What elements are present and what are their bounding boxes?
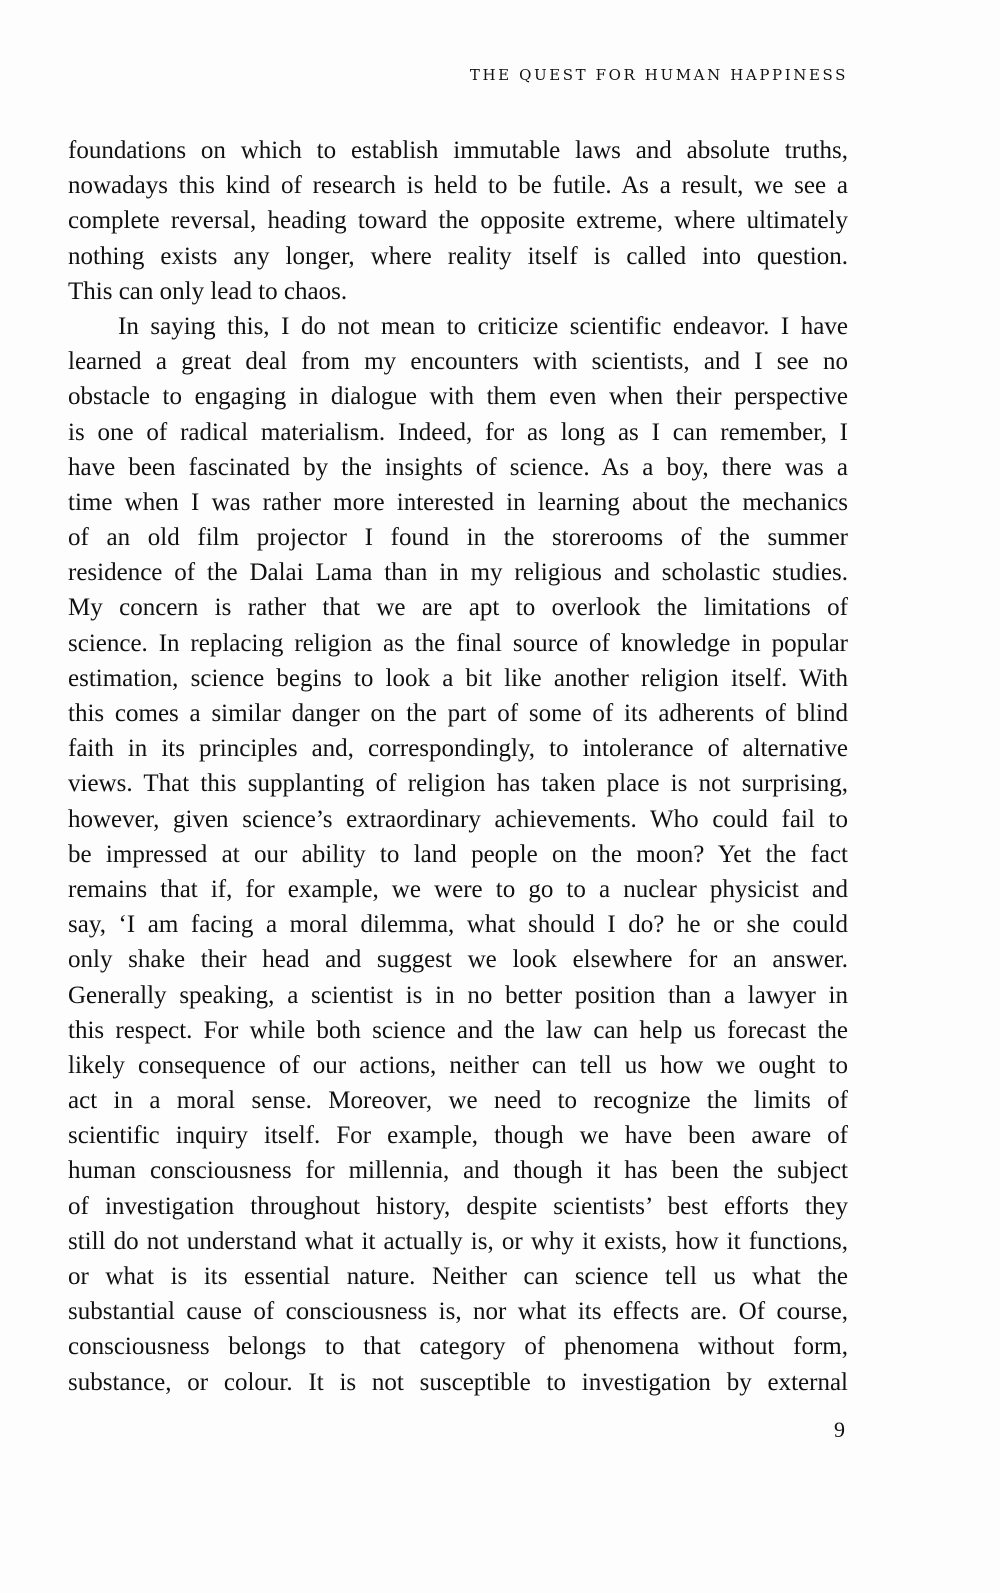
text-line: obstacle to engaging in dialogue with them even when their perspective [68, 383, 848, 411]
text-line: science. In replacing religion as the final source of knowledge in popular [68, 629, 848, 657]
body-text [68, 133, 848, 1400]
text-line: estimation, science begins to look a bit like another religion itself. With [68, 664, 848, 692]
text-line: scientific inquiry itself. For example, though we have been aware of [68, 1122, 848, 1150]
text-line: likely consequence of our actions, neither can tell us how we ought to [68, 1051, 848, 1079]
text-line: foundations on which to establish immutable laws and absolute truths, [68, 137, 848, 164]
text-line: be impressed at our ability to land people on the moon? Yet the fact [68, 840, 848, 868]
page-number: 9 [834, 1417, 845, 1442]
running-head: THE QUEST FOR HUMAN HAPPINESS [469, 66, 848, 84]
text-line: remains that if, for example, we were to go to a nuclear physicist and [68, 875, 848, 903]
text-line: human consciousness for millennia, and though it has been the subject [68, 1157, 848, 1185]
text-line: this comes a similar danger on the part of some of its adherents of blind [68, 700, 848, 727]
text-line: residence of the Dalai Lama than in my religious and scholastic studies. [68, 559, 848, 587]
text-line: time when I was rather more interested in learning about the mechanics [68, 488, 848, 516]
text-line: still do not understand what it actually is, or why it exists, how it functions, [68, 1227, 848, 1255]
text-line: In saying this, I do not mean to criticize scientific endeavor. I have [118, 312, 848, 340]
text-line: My concern is rather that we are apt to overlook the limitations of [68, 594, 848, 622]
text-line: substance, or colour. It is not susceptible to investigation by external [68, 1368, 848, 1396]
text-line: act in a moral sense. Moreover, we need to recognize the limits of [68, 1087, 848, 1115]
text-line: Generally speaking, a scientist is in no better position than a lawyer in [68, 981, 848, 1009]
text-line: of an old film projector I found in the storerooms of the summer [68, 524, 848, 552]
text-line: nothing exists any longer, where reality itself is called into question. [68, 242, 848, 270]
text-line: however, given science’s extraordinary achievements. Who could fail to [68, 805, 848, 833]
text-line: complete reversal, heading toward the opposite extreme, where ultimately [68, 207, 848, 235]
text-line: have been fascinated by the insights of science. As a boy, there was a [68, 453, 848, 481]
text-line: substantial cause of consciousness is, nor what its effects are. Of course, [68, 1298, 848, 1326]
text-line: is one of radical materialism. Indeed, for as long as I can remember, I [68, 418, 848, 446]
text-line: nowadays this kind of research is held to be futile. As a result, we see a [68, 172, 848, 200]
text-line: consciousness belongs to that category of phenomena without form, [68, 1333, 848, 1361]
text-line: only shake their head and suggest we look elsewhere for an answer. [68, 946, 848, 974]
text-line: this respect. For while both science and the law can help us forecast the [68, 1016, 848, 1044]
text-line: or what is its essential nature. Neither can science tell us what the [68, 1263, 848, 1290]
text-line: This can only lead to chaos. [68, 277, 348, 305]
text-line: faith in its principles and, correspondingly, to intolerance of alternative [68, 735, 848, 763]
text-line: say, ‘I am facing a moral dilemma, what should I do? he or she could [68, 911, 848, 939]
text-line: of investigation throughout history, despite scientists’ best efforts they [68, 1192, 848, 1220]
text-line: learned a great deal from my encounters with scientists, and I see no [68, 348, 848, 376]
text-line: views. That this supplanting of religion has taken place is not surprising, [68, 770, 848, 798]
